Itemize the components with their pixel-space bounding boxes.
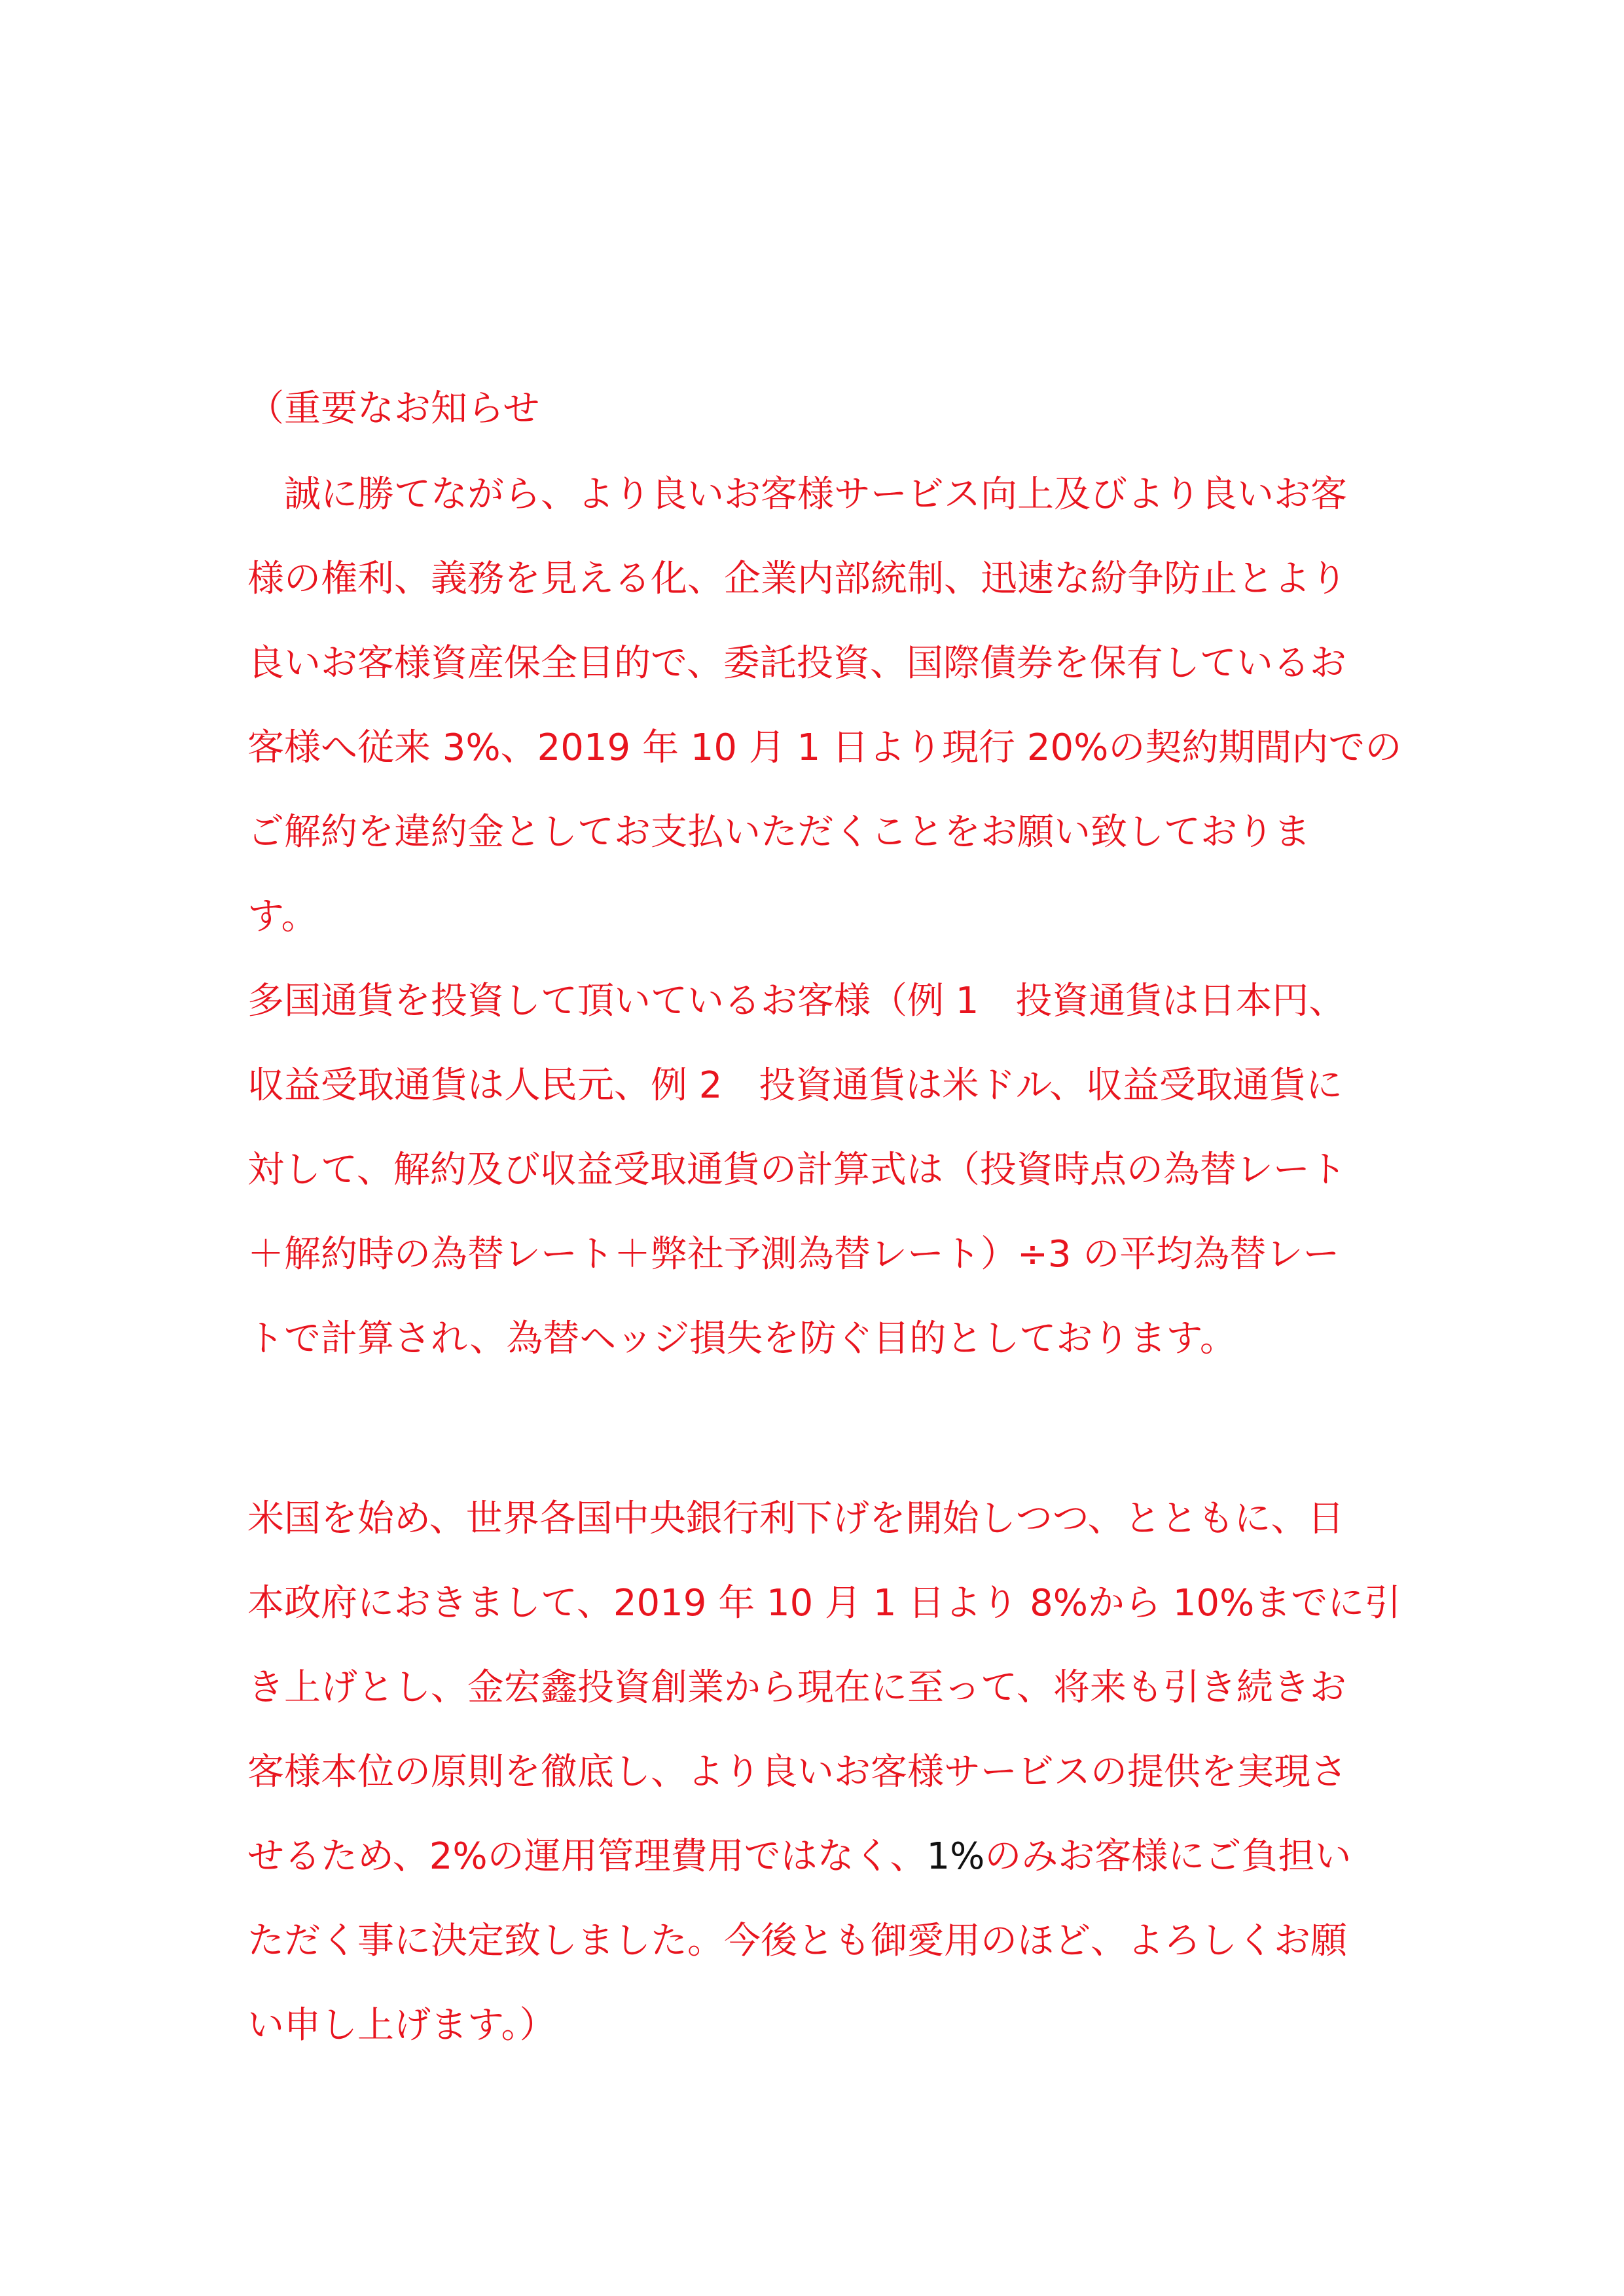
paragraph2-line5: トで計算され、為替ヘッジ損失を防ぐ目的としております。 <box>247 1318 1236 1360</box>
one-percent-value: 1% <box>926 1835 985 1878</box>
paragraph2-line1: 多国通貨を投資して頂いているお客様（例 1 投資通貨は日本円、 <box>247 980 1346 1022</box>
paragraph3-line5-part1: せるため、2%の運用管理費用ではなく、 <box>247 1835 927 1878</box>
paragraph2-line2: 収益受取通貨は人民元、例 2 投資通貨は米ドル、収益受取通貨に <box>247 1064 1343 1107</box>
paragraph2-line3: 対して、解約及び収益受取通貨の計算式は（投資時点の為替レート <box>247 1149 1346 1191</box>
paragraph3-line5 <box>247 1831 1351 1883</box>
paragraph3-line3: き上げとし、金宏鑫投資創業から現在に至って、将来も引き続きお <box>247 1666 1346 1709</box>
paragraph3-line2: 本政府におきまして、2019 年 10 月 1 日より 8%から 10%までに引 <box>247 1582 1401 1624</box>
paragraph1-line3: 良いお客様資産保全目的で、委託投資、国際債券を保有しているお <box>247 642 1346 685</box>
paragraph3-line4: 客様本位の原則を徹底し、より良いお客様サービスの提供を実現さ <box>247 1751 1347 1793</box>
paragraph1-line5: ご解約を違約金としてお支払いただくことをお願い致しておりま <box>247 811 1310 853</box>
paragraph1-line2: 様の権利、義務を見える化、企業内部統制、迅速な紛争防止とより <box>247 558 1347 600</box>
paragraph3-line7: い申し上げます。） <box>247 2004 556 2047</box>
paragraph1-line1: 誠に勝てながら、より良いお客様サービス向上及びより良いお客 <box>247 473 1347 516</box>
paragraph2-line4: ＋解約時の為替レート＋弊社予測為替レート）÷3 の平均為替レー <box>247 1233 1340 1276</box>
paragraph3-line6: ただく事に決定致しました。今後とも御愛用のほど、よろしくお願 <box>247 1920 1347 1962</box>
paragraph3-line5-part2: のみお客様にご負担い <box>984 1835 1352 1878</box>
paragraph1-line6: す。 <box>247 895 318 938</box>
paragraph3-line1: 米国を始め、世界各国中央銀行利下げを開始しつつ、とともに、日 <box>247 1498 1344 1540</box>
notice-heading: （重要なお知らせ <box>247 387 540 430</box>
paragraph1-line4: 客様へ従来 3%、2019 年 10 月 1 日より現行 20%の契約期間内での <box>247 726 1402 769</box>
